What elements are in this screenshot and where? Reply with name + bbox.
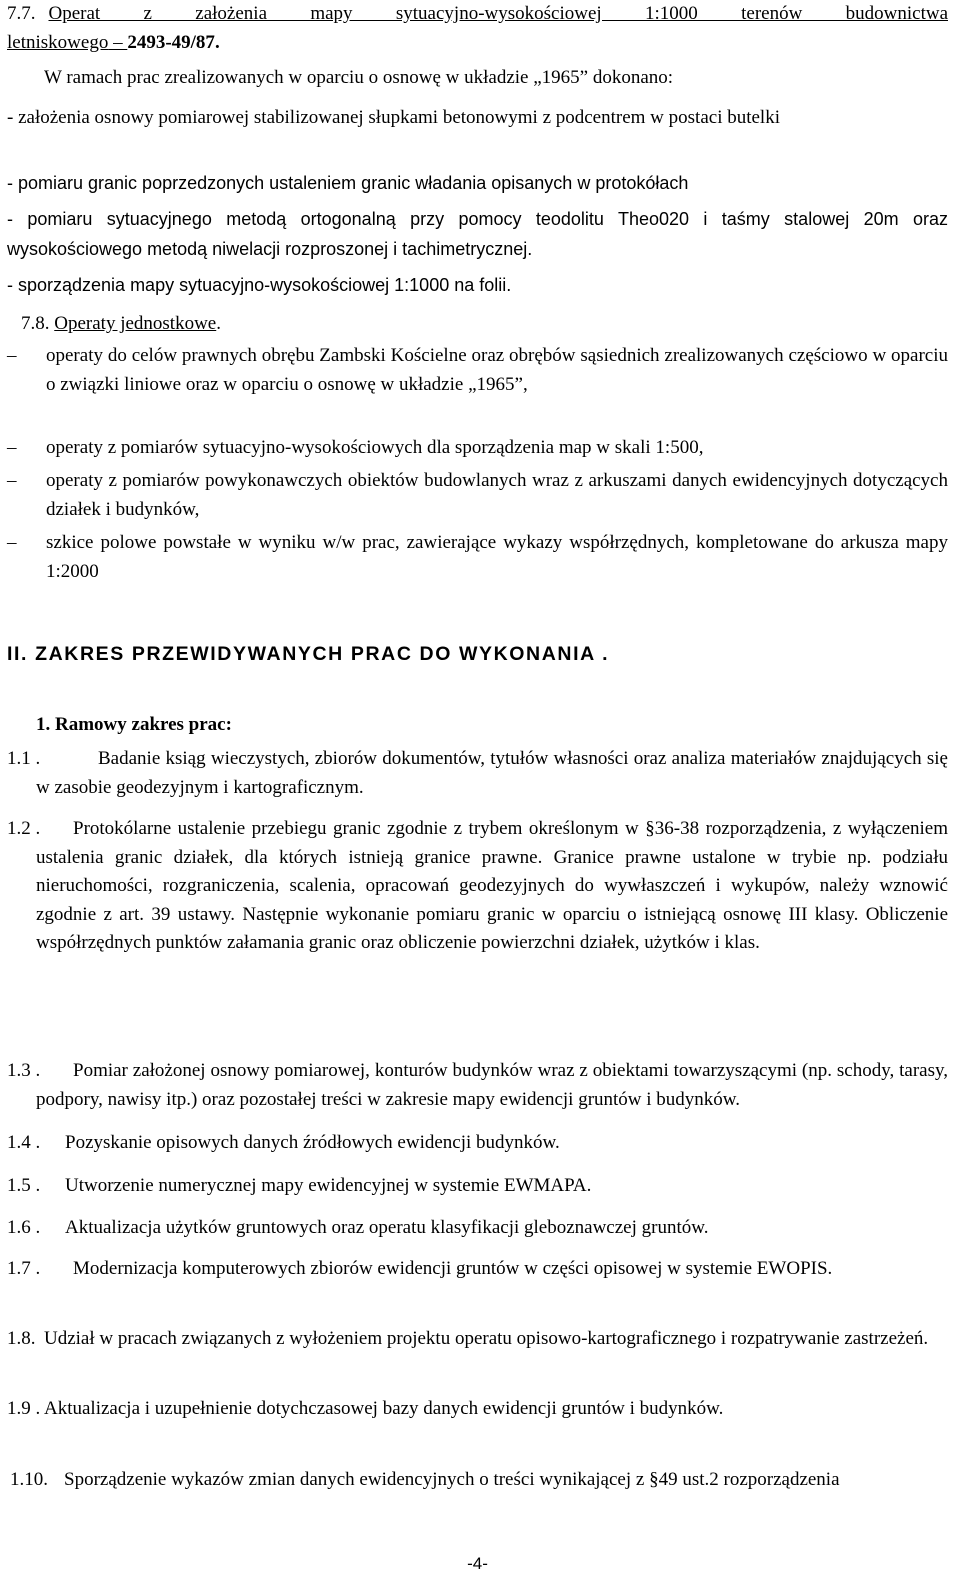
ramowy-item-number: 1.7 . — [7, 1258, 41, 1279]
section-7-8-list-item — [7, 434, 948, 463]
ramowy-item-text: Modernizacja komputerowych zbiorów ewidencji gruntów w części opisowej w systemie EWOPIS. — [73, 1258, 833, 1279]
ramowy-item-text-body: Udział w pracach związanych z wyłożeniem projektu operatu opisowo-kartograficznego i rozpatrywanie zastrzeżeń. — [44, 1328, 929, 1349]
section-7-7-number: 7.7. — [7, 3, 36, 24]
section-7-7-item-1: - założenia osnowy pomiarowej stabilizowanej słupkami betonowymi z podcentrem w postaci butelki — [7, 107, 780, 128]
list-dash: – — [7, 532, 17, 553]
ramowy-item — [7, 1129, 948, 1158]
page-number: -4- — [467, 1554, 488, 1573]
section-7-8-item-4: szkice polowe powstałe w wyniku w/w prac, zawierające wykazy współrzędnych, kompletowane do arkusza mapy 1:2000 — [46, 532, 948, 582]
section-2-heading: II. ZAKRES PRZEWIDYWANYCH PRAC DO WYKONANIA . — [7, 643, 610, 665]
ramowy-item-text: Sporządzenie wykazów zmian danych ewidencyjnych o treści wynikającej z §49 ust.2 rozporządzenia — [64, 1469, 840, 1490]
section-7-8-list-item — [7, 529, 948, 586]
ramowy-item-text: Badanie ksiąg wieczystych, zbiorów dokumentów, tytułów własności oraz analiza materiałów znajdujących się w zasobie geodezyjnym i kartograficznym. — [36, 748, 948, 798]
ramowy-item-number: 1.5 . — [7, 1175, 41, 1196]
section-7-8-number: 7.8. — [21, 313, 50, 334]
ramowy-item-text — [7, 1325, 948, 1354]
ramowy-item-number: 1.8. — [7, 1328, 36, 1349]
section-7-8-heading — [21, 310, 948, 339]
ramowy-item-number: 1.2 . — [7, 818, 41, 839]
section-7-7-code-end: . — [214, 31, 220, 53]
ramowy-item — [7, 1255, 948, 1284]
section-7-7-item-2: - pomiaru granic poprzedzonych ustaleniem granic władania opisanych w protokółach — [7, 173, 689, 193]
section-7-8-list-item — [7, 467, 948, 524]
ramowy-item — [7, 1214, 948, 1243]
section-7-7-heading — [7, 0, 948, 57]
section-7-7-title-dash: – — [108, 31, 128, 53]
ramowy-item-text: Pomiar założonej osnowy pomiarowej, konturów budynków wraz z obiektami towarzyszącymi (np. schody, tarasy, podpory, nawisy itp.) oraz pozostałej treści w zakresie mapy ewidencji gruntów i budynków. — [36, 1060, 948, 1110]
list-dash: – — [7, 437, 17, 458]
ramowy-item-text: Protokólarne ustalenie przebiegu granic zgodnie z trybem określonym w §36-38 rozporządzenia, z wyłączeniem ustalenia granic działek, dla których istnieją granice prawne. Granice prawne ustalone w trybie np. podziału nieruchomości, rozgraniczenia, scalenia, opracowań geodezyjnych do wywłaszczeń i wykupów, należy wznowić zgodnie z art. 39 ustawy. Następnie wykonanie pomiaru granic w oparciu o istniejącą osnowę III klasy. Obliczenie współrzędnych punktów załamania granic oraz obliczenie powierzchni działek, użytków i klas. — [36, 818, 948, 953]
section-7-7-intro: W ramach prac zrealizowanych w oparciu o osnowę w układzie „1965” dokonano: — [44, 67, 674, 88]
ramowy-item-number: 1.4 . — [7, 1132, 41, 1153]
list-dash: – — [7, 470, 17, 491]
ramowy-item-number: 1.6 . — [7, 1217, 41, 1238]
ramowy-item — [7, 1395, 948, 1424]
section-7-7-title-text: Operat z założenia mapy sytuacyjno-wysokościowej 1:1000 terenów budownictwa — [48, 3, 948, 24]
section-7-7-item-3: - pomiaru sytuacyjnego metodą ortogonalną przy pomocy teodolitu Theo020 i taśmy stalowej 20m oraz wysokościowego metodą niwelacji rozproszonej i tachimetrycznej. — [7, 209, 948, 259]
section-7-8-item-3: operaty z pomiarów powykonawczych obiektów budowlanych wraz z arkuszami danych ewidencyjnych dotyczących działek i budynków, — [46, 470, 948, 520]
section-7-7-code: 2493-49/87 — [127, 31, 215, 53]
section-7-8-title: Operaty jednostkowe — [54, 313, 217, 334]
ramowy-item — [7, 745, 948, 802]
ramowy-item-number: 1.1 . — [7, 748, 41, 769]
section-7-8-item-2: operaty z pomiarów sytuacyjno-wysokościowych dla sporządzenia map w skali 1:500, — [46, 437, 704, 458]
section-7-7-title-line1 — [49, 0, 949, 29]
ramowy-item-text: Pozyskanie opisowych danych źródłowych ewidencji budynków. — [65, 1132, 560, 1153]
section-7-7-title-line2: letniskowego — [7, 31, 109, 53]
ramowy-item — [7, 1466, 948, 1495]
ramowy-item — [7, 1325, 948, 1354]
ramowy-item — [7, 815, 948, 958]
section-7-8-title-end: . — [216, 313, 221, 334]
section-7-8-item-1: operaty do celów prawnych obrębu Zambski Kościelne oraz obrębów sąsiednich zrealizowanych częściowo w oparciu o związki liniowe oraz w oparciu o osnowę w układzie „1965”, — [46, 345, 948, 395]
ramowy-item-number: 1.3 . — [7, 1060, 41, 1081]
section-7-8-list-item — [7, 342, 948, 399]
ramowy-item-number: 1.9 . — [7, 1398, 41, 1419]
ramowy-item — [7, 1057, 948, 1114]
ramowy-item-text: Utworzenie numerycznej mapy ewidencyjnej w systemie EWMAPA. — [65, 1175, 592, 1196]
ramowy-heading: 1. Ramowy zakres prac: — [36, 714, 232, 735]
ramowy-item-text: Aktualizacja użytków gruntowych oraz operatu klasyfikacji gleboznawczej gruntów. — [65, 1217, 709, 1238]
ramowy-item-text: Aktualizacja i uzupełnienie dotychczasowej bazy danych ewidencji gruntów i budynków. — [44, 1398, 724, 1419]
ramowy-item-number: 1.10. — [10, 1469, 48, 1490]
section-7-7-item-4: - sporządzenia mapy sytuacyjno-wysokościowej 1:1000 na folii. — [7, 275, 512, 295]
ramowy-item — [7, 1172, 948, 1201]
list-dash: – — [7, 345, 17, 366]
